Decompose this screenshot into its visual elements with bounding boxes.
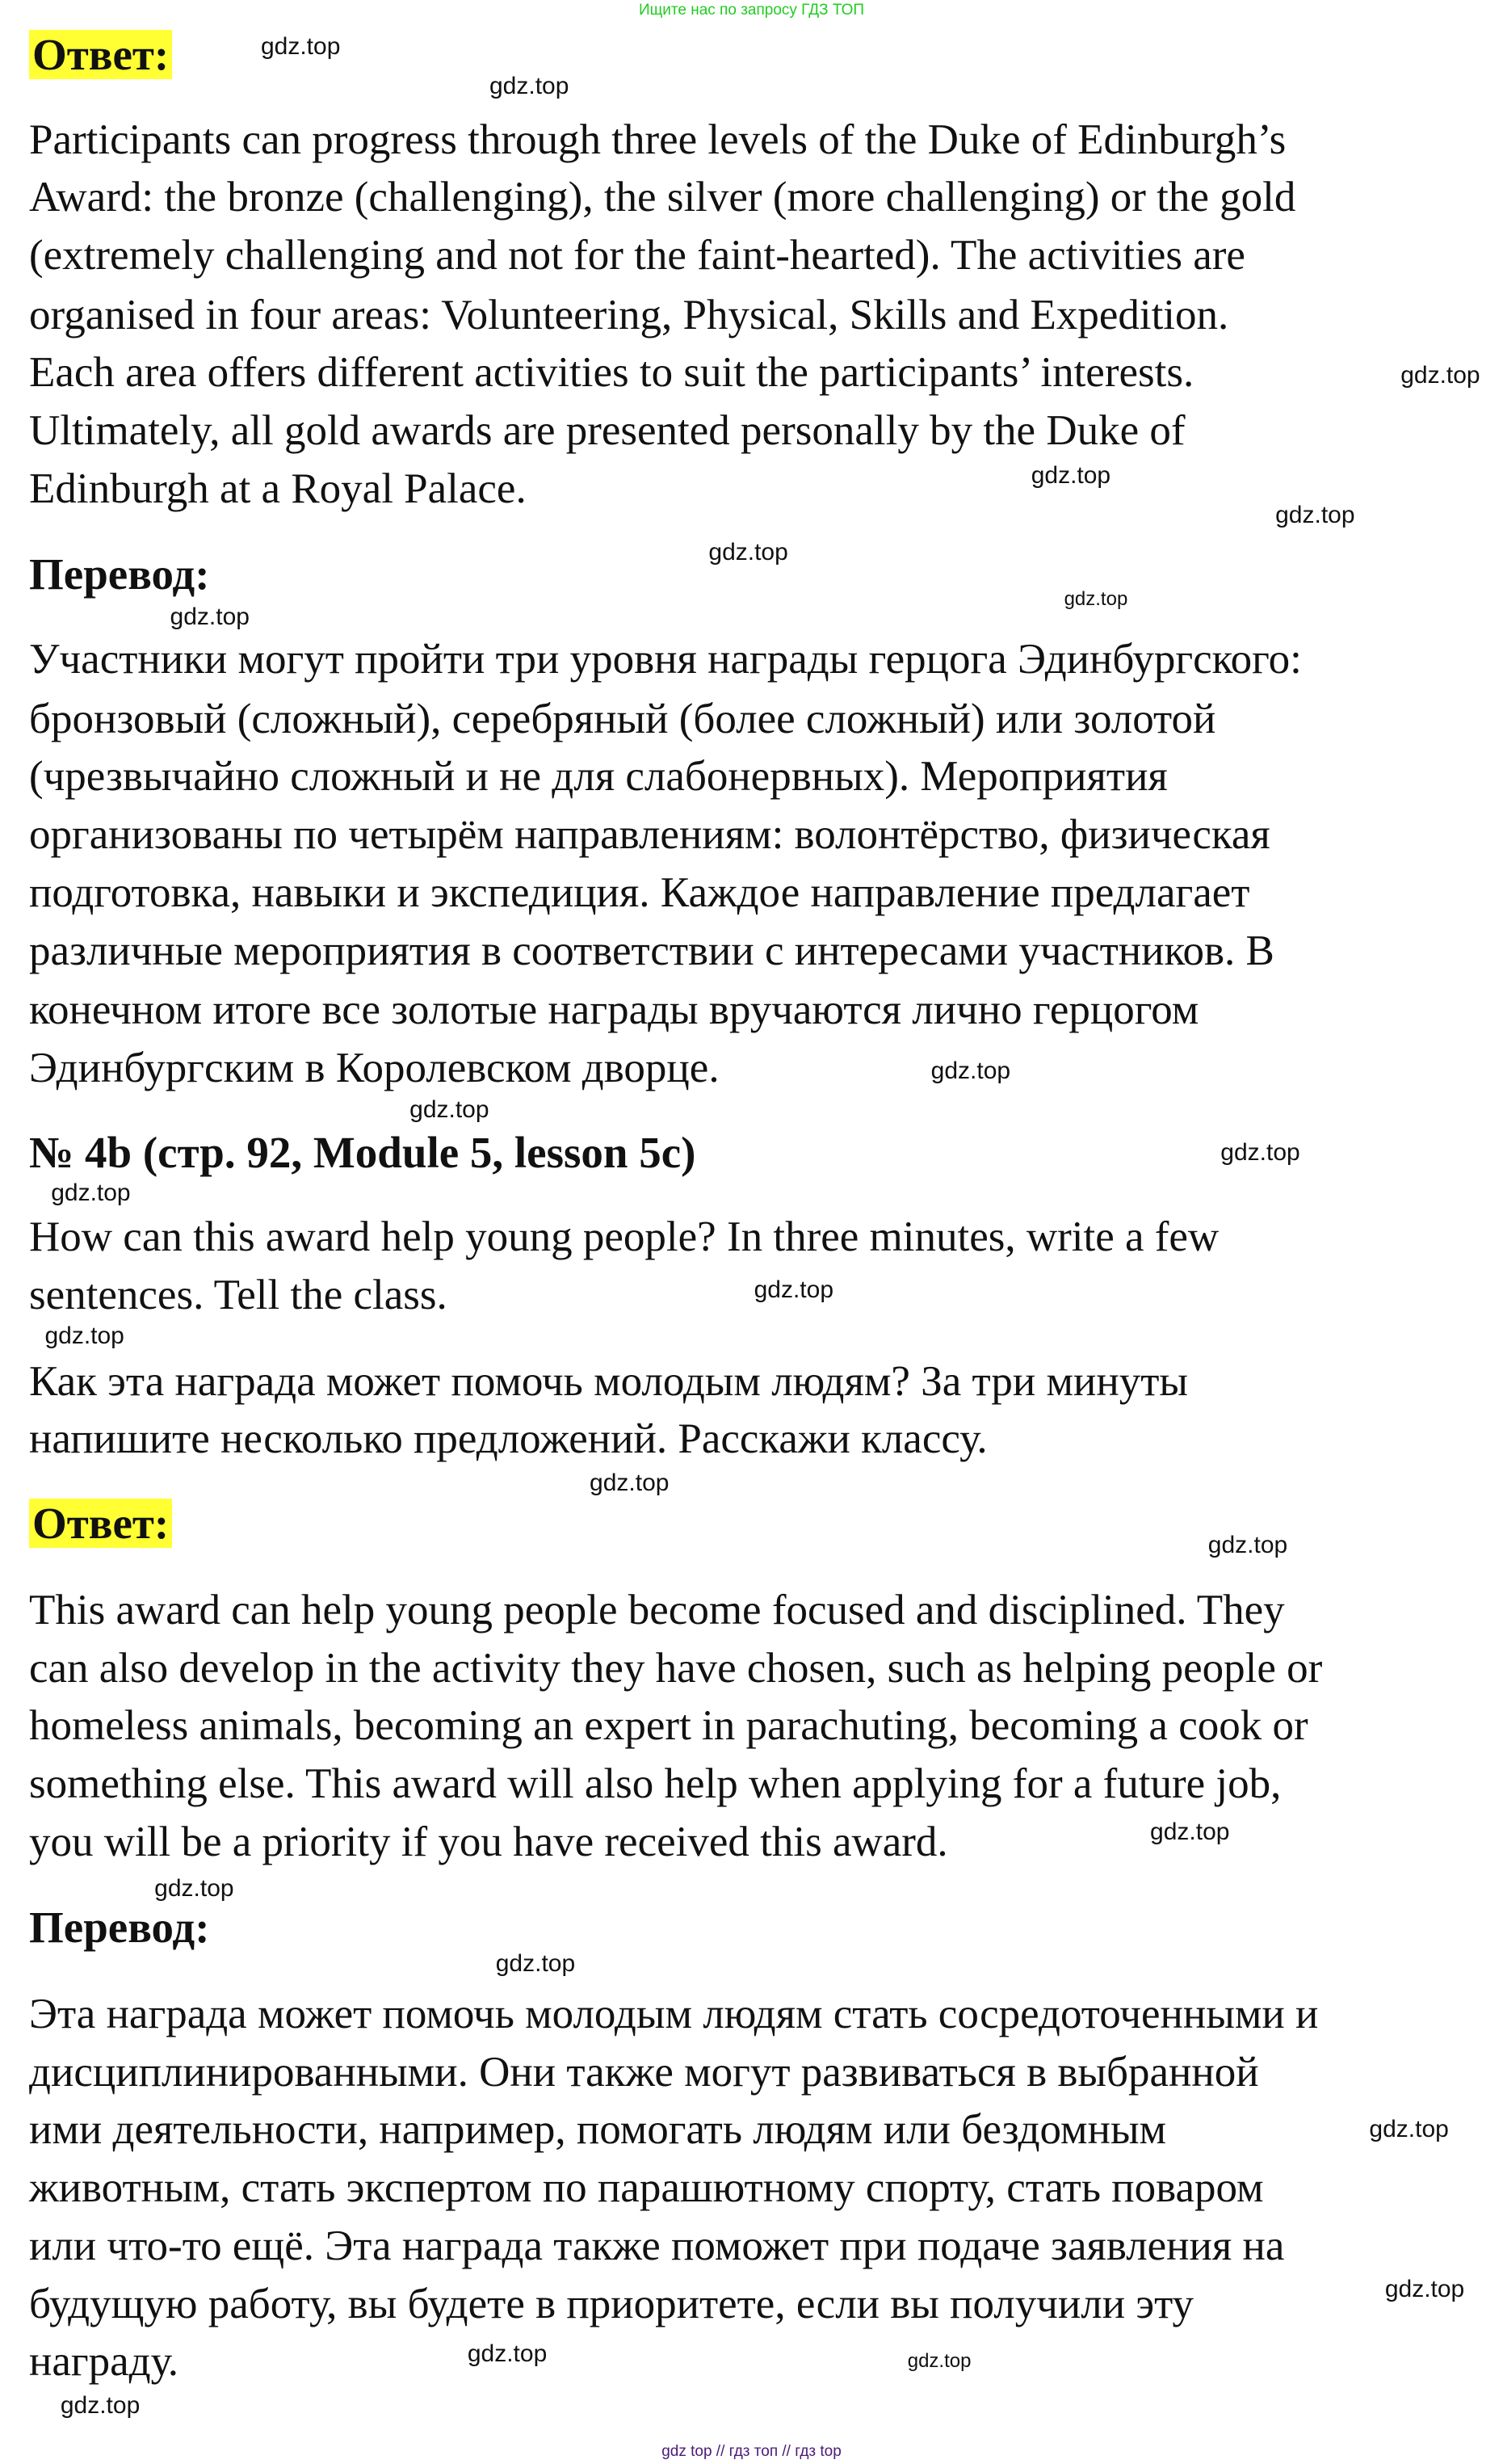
- paragraph-line: организованы по четырём направлениям: волонтёрство, физическая: [29, 811, 1270, 859]
- watermark-text: gdz.top: [1064, 588, 1128, 611]
- watermark-text: gdz.top: [1031, 462, 1111, 490]
- watermark-text: gdz.top: [1150, 1819, 1230, 1846]
- paragraph-line: Как эта награда может помочь молодым людям? За три минуты: [29, 1357, 1188, 1405]
- watermark-text: gdz.top: [260, 33, 341, 61]
- watermark-text: gdz.top: [754, 1276, 834, 1304]
- paragraph-line: Эдинбургским в Королевском дворце.: [29, 1045, 720, 1092]
- watermark-text: gdz.top: [60, 2391, 141, 2419]
- heading-text: № 4b (стр. 92, Module 5, lesson 5c): [29, 1127, 696, 1177]
- paragraph-line: конечном итоге все золотые награды вручаются лично герцогом: [29, 986, 1199, 1034]
- watermark-text: gdz.top: [467, 2340, 548, 2367]
- paragraph-line: something else. This award will also help when applying for a future job,: [29, 1760, 1282, 1807]
- top-banner: Ищите нас по запросу ГДЗ ТОП: [638, 2, 865, 19]
- watermark-text: gdz.top: [1384, 2276, 1465, 2303]
- watermark-text: gdz.top: [590, 1469, 670, 1496]
- paragraph-line: (чрезвычайно сложный и не для слабонервных). Мероприятия: [29, 753, 1168, 801]
- paragraph-line: sentences. Tell the class.: [29, 1272, 447, 1319]
- paragraph-line: подготовка, навыки и экспедиция. Каждое направление предлагает: [29, 868, 1250, 916]
- paragraph-line: различные мероприятия в соответствии с интересами участников. В: [29, 927, 1274, 974]
- paragraph-line: Each area offers different activities to suit the participants’ interests.: [29, 349, 1194, 397]
- paragraph-line: you will be a priority if you have received this award.: [29, 1818, 948, 1865]
- paragraph-line: или что-то ещё. Эта награда также поможет при подаче заявления на: [29, 2222, 1285, 2269]
- heading-text: Ответ:: [29, 1499, 172, 1548]
- watermark-text: gdz.top: [495, 1949, 576, 1977]
- paragraph-line: дисциплинированными. Они также могут развиваться в выбранной: [29, 2048, 1259, 2096]
- paragraph-line: Эта награда может помочь молодым людям стать сосредоточенными и: [29, 1990, 1319, 2037]
- watermark-text: gdz.top: [907, 2350, 972, 2373]
- answer-heading: [29, 31, 172, 79]
- paragraph-line: награду.: [29, 2338, 179, 2386]
- paragraph-line: Participants can progress through three levels of the Duke of Edinburgh’s: [29, 116, 1287, 163]
- watermark-text: gdz.top: [1369, 2116, 1449, 2143]
- watermark-text: gdz.top: [409, 1096, 489, 1124]
- paragraph-line: This award can help young people become focused and disciplined. They: [29, 1586, 1285, 1634]
- paragraph-line: Edinburgh at a Royal Palace.: [29, 465, 527, 512]
- watermark-text: gdz.top: [1400, 362, 1480, 389]
- paragraph-line: Ultimately, all gold awards are presented personally by the Duke of: [29, 407, 1186, 455]
- paragraph-line: can also develop in the activity they have chosen, such as helping people or: [29, 1644, 1323, 1692]
- paragraph-line: напишите несколько предложений. Расскажи классу.: [29, 1415, 988, 1463]
- answer-heading: [29, 1499, 172, 1548]
- watermark-text: gdz.top: [708, 539, 788, 566]
- paragraph-line: Award: the bronze (challenging), the silver (more challenging) or the gold: [29, 174, 1296, 221]
- paragraph-line: (extremely challenging and not for the faint-hearted). The activities are: [29, 231, 1245, 279]
- watermark-text: gdz.top: [1207, 1532, 1288, 1559]
- watermark-text: gdz.top: [1220, 1138, 1300, 1166]
- watermark-text: gdz.top: [44, 1322, 124, 1349]
- section-heading: [29, 1129, 695, 1177]
- watermark-text: gdz.top: [170, 603, 250, 630]
- watermark-text: gdz.top: [1275, 501, 1355, 528]
- paragraph-line: животным, стать экспертом по парашютному спорту, стать поваром: [29, 2164, 1264, 2212]
- watermark-text: gdz.top: [51, 1179, 131, 1207]
- watermark-text: gdz.top: [930, 1057, 1011, 1084]
- paragraph-line: Участники могут пройти три уровня награды герцога Эдинбургского:: [29, 636, 1302, 683]
- heading-text: Перевод:: [29, 549, 210, 599]
- paragraph-line: organised in four areas: Volunteering, Physical, Skills and Expedition.: [29, 291, 1229, 338]
- section-heading: [29, 550, 210, 599]
- bottom-banner: gdz top // гдз топ // гдз top: [661, 2443, 842, 2460]
- watermark-text: gdz.top: [154, 1874, 234, 1902]
- paragraph-line: ими деятельности, например, помогать людям или бездомным: [29, 2106, 1167, 2154]
- paragraph-line: homeless animals, becoming an expert in parachuting, becoming a cook or: [29, 1702, 1308, 1750]
- heading-text: Перевод:: [29, 1903, 210, 1953]
- paragraph-line: будущую работу, вы будете в приоритете, если вы получили эту: [29, 2280, 1194, 2327]
- section-heading: [29, 1903, 210, 1952]
- paragraph-line: How can this award help young people? In three minutes, write a few: [29, 1213, 1220, 1261]
- paragraph-line: бронзовый (сложный), серебряный (более сложный) или золотой: [29, 695, 1216, 742]
- watermark-text: gdz.top: [489, 72, 569, 99]
- heading-text: Ответ:: [29, 30, 172, 79]
